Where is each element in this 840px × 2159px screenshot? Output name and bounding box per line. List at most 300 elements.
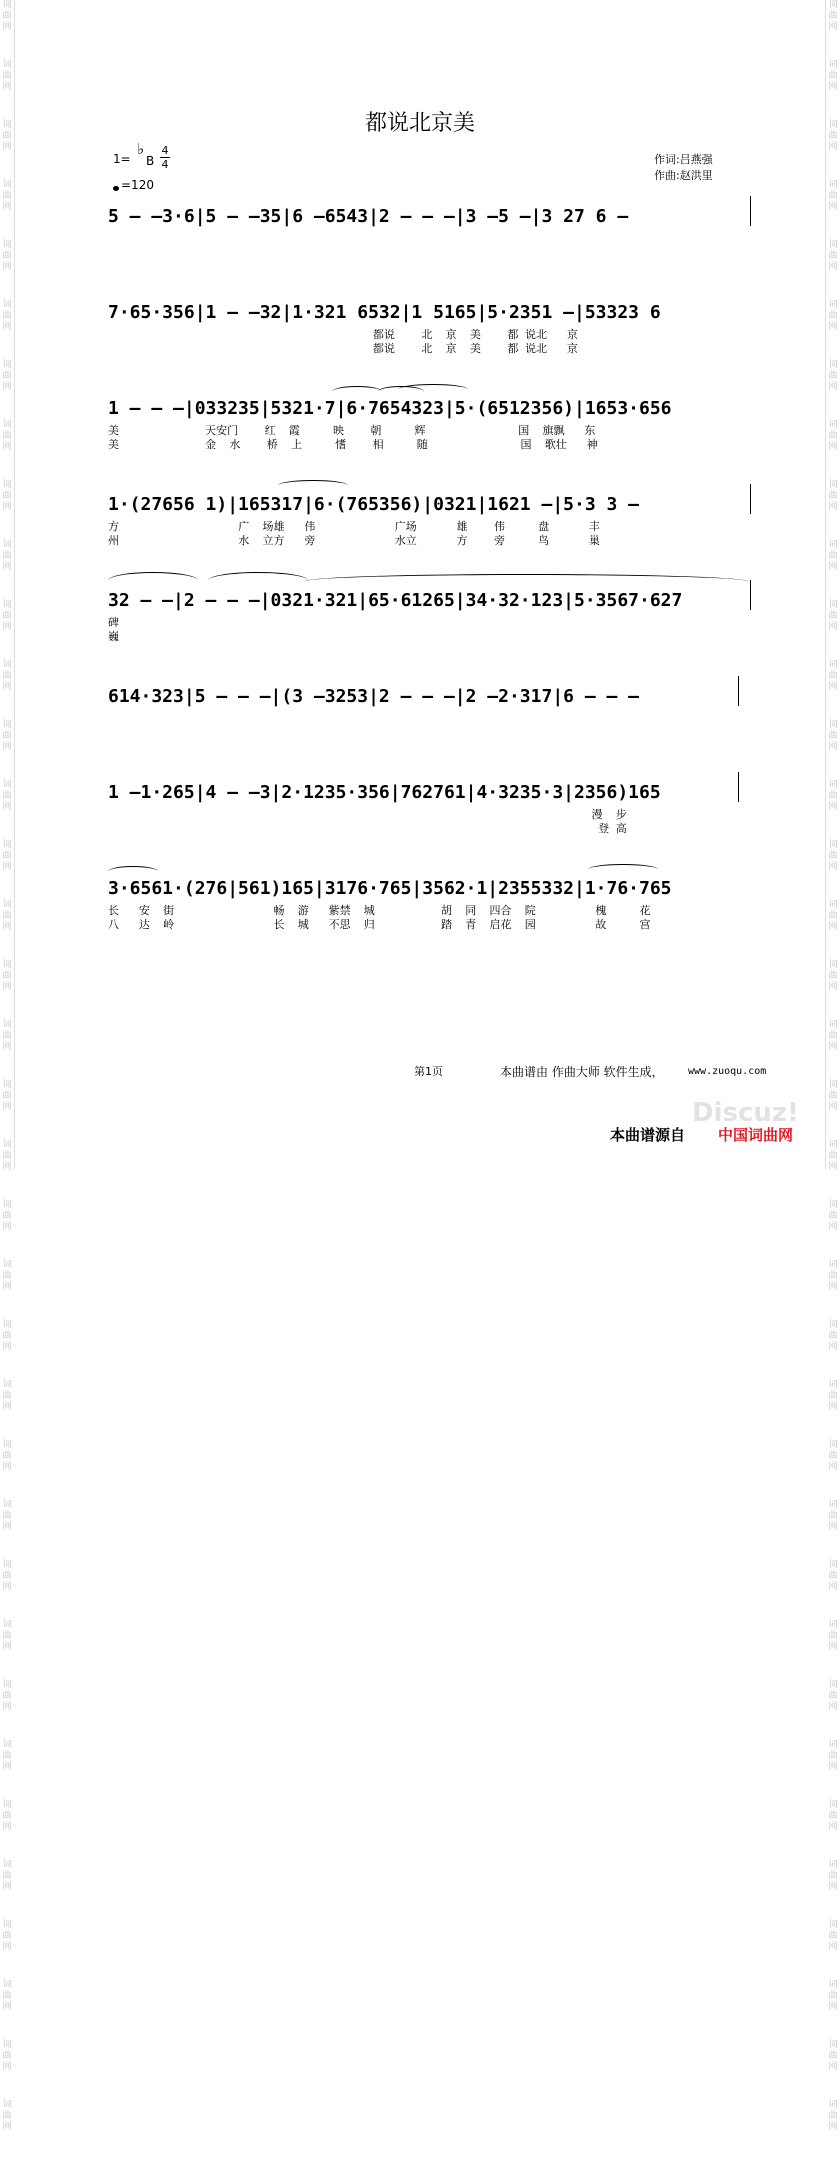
watermark-char: 词 [828,2100,838,2110]
watermark-char: 词 [2,480,12,490]
watermark-char: 网 [2,1402,12,1412]
watermark-gap [826,2073,840,2099]
watermark-char: 曲 [2,1211,12,1221]
watermark-gap [0,873,14,899]
watermark-gap [0,1173,14,1199]
watermark-gap [0,693,14,719]
watermark-gap [0,2073,14,2099]
watermark-gap [826,1353,840,1379]
lyrics-verse-2: 美 金 水 桥 上 愭 相 随 国 歌壮 神 [108,438,598,451]
watermark-char: 曲 [2,1631,12,1641]
watermark-char: 曲 [2,1391,12,1401]
watermark-gap [0,1533,14,1559]
watermark-char: 曲 [828,371,838,381]
watermark-char: 曲 [2,1151,12,1161]
watermark-char: 词 [828,1440,838,1450]
watermark-gap [826,1113,840,1139]
watermark-char: 曲 [828,2051,838,2061]
watermark-char: 网 [2,1102,12,1112]
watermark-char: 网 [828,142,838,152]
watermark-gap [0,513,14,539]
watermark-char: 词 [828,1320,838,1330]
flat-sign: ♭ [137,140,145,158]
watermark-gap [826,1833,840,1859]
watermark-char: 网 [828,1102,838,1112]
watermark-char: 词 [2,1080,12,1090]
watermark-char: 网 [2,382,12,392]
lyrics-verse-2: 巍 [108,630,119,643]
watermark-gap [0,213,14,239]
watermark-char: 网 [828,262,838,272]
watermark-char: 曲 [828,1751,838,1761]
watermark-char: 网 [828,322,838,332]
watermark-char: 曲 [828,791,838,801]
watermark-char: 网 [828,802,838,812]
watermark-gap [826,1653,840,1679]
lyrics-verse-1: 方 广 场雄 伟 广场 雄 伟 盘 丰 [108,520,600,533]
watermark-gap [0,753,14,779]
watermark-char: 词 [828,1740,838,1750]
watermark-char: 词 [828,1860,838,1870]
watermark-char: 词 [2,2100,12,2110]
watermark-char: 网 [2,82,12,92]
watermark-char: 曲 [828,431,838,441]
watermark-gap [826,933,840,959]
slur [398,384,468,395]
watermark-char: 曲 [828,131,838,141]
watermark-gap [0,153,14,179]
notation-line: 1 – – –|033235|5321·7|6·7654323|5·(6512356)|1653·656 [108,398,672,419]
watermark-char: 曲 [2,1691,12,1701]
watermark-char: 曲 [828,1571,838,1581]
watermark-char: 曲 [828,1871,838,1881]
watermark-char: 词 [828,0,838,10]
watermark-gap [0,1353,14,1379]
watermark-char: 曲 [2,1811,12,1821]
watermark-char: 词 [828,780,838,790]
right-border-line [825,0,826,1169]
watermark-char: 曲 [2,491,12,501]
watermark-char: 词 [828,1920,838,1930]
watermark-char: 词 [2,960,12,970]
notation-line: 1·(27656 1)|165317|6·(765356)|0321|1621 –|5·3 3 – [108,494,640,515]
watermark-gap [826,1473,840,1499]
watermark-char: 网 [2,2002,12,2012]
watermark-char: 词 [2,600,12,610]
composer-credit: 作曲:赵洪里 [654,169,713,182]
watermark-char: 词 [828,480,838,490]
watermark-char: 曲 [828,1811,838,1821]
barline [738,676,739,706]
watermark-char: 词 [2,840,12,850]
slur [588,864,658,875]
watermark-char: 曲 [828,251,838,261]
watermark-char: 网 [2,982,12,992]
watermark-char: 曲 [828,71,838,81]
watermark-char: 曲 [828,1451,838,1461]
watermark-char: 词 [828,1620,838,1630]
watermark-gap [826,1593,840,1619]
forum-watermark: Discuz! [692,1098,799,1128]
watermark-gap [826,753,840,779]
watermark-char: 曲 [2,1331,12,1341]
watermark-char: 网 [828,682,838,692]
watermark-char: 网 [2,922,12,932]
watermark-gap [826,873,840,899]
watermark-gap [826,273,840,299]
watermark-char: 曲 [828,671,838,681]
watermark-char: 词 [828,900,838,910]
watermark-char: 词 [2,2040,12,2050]
lyrics-verse-2: 州 水 立方 旁 水立 方 旁 鸟 巢 [108,534,600,547]
watermark-char: 词 [828,720,838,730]
watermark-char: 网 [828,382,838,392]
watermark-char: 网 [2,1162,12,1172]
watermark-char: 网 [828,82,838,92]
watermark-char: 词 [2,540,12,550]
watermark-gap [826,153,840,179]
generator-url: www.zuoqu.com [688,1066,767,1077]
watermark-gap [826,2013,840,2039]
watermark-char: 曲 [828,1991,838,2001]
tempo-value: =120 [121,178,154,192]
watermark-char: 词 [2,1800,12,1810]
watermark-char: 词 [828,420,838,430]
time-bottom: 4 [161,158,169,171]
watermark-char: 曲 [2,1751,12,1761]
notation-line: 32 – –|2 – – –|0321·321|65·61265|34·32·123|5·3567·627 [108,590,683,611]
watermark-char: 网 [2,1282,12,1292]
watermark-char: 词 [828,1980,838,1990]
watermark-gap [0,1713,14,1739]
watermark-gap [826,1713,840,1739]
watermark-char: 曲 [828,971,838,981]
watermark-char: 曲 [2,1091,12,1101]
watermark-char: 曲 [828,1691,838,1701]
watermark-char: 词 [828,1800,838,1810]
watermark-char: 网 [2,1822,12,1832]
watermark-gap [826,393,840,419]
watermark-char: 词 [828,240,838,250]
key-prefix: 1= [113,152,131,166]
key-letter: B [146,154,155,168]
watermark-gap [0,33,14,59]
watermark-char: 词 [828,1020,838,1030]
watermark-char: 词 [828,960,838,970]
watermark-char: 词 [2,1680,12,1690]
watermark-gap [0,993,14,1019]
watermark-char: 词 [828,1680,838,1690]
notation-line: 3·6561·(276|561)165|3176·765|3562·1|2355332|1·76·765 [108,878,672,899]
lyrics-verse-2: 登 高 [108,822,627,835]
watermark-char: 网 [828,502,838,512]
watermark-char: 网 [828,202,838,212]
watermark-char: 词 [2,1620,12,1630]
watermark-char: 曲 [2,2111,12,2121]
watermark-gap [0,933,14,959]
time-signature [160,144,170,171]
watermark-char: 曲 [2,971,12,981]
watermark-char: 词 [2,60,12,70]
watermark-char: 曲 [828,1031,838,1041]
watermark-gap [0,1413,14,1439]
watermark-char: 网 [828,1222,838,1232]
watermark-char: 词 [2,1200,12,1210]
watermark-gap [0,1953,14,1979]
watermark-char: 曲 [2,671,12,681]
watermark-char: 网 [828,1522,838,1532]
watermark-char: 词 [828,300,838,310]
watermark-char: 网 [2,742,12,752]
barline [750,196,751,226]
watermark-gap [826,2133,840,2159]
watermark-gap [0,1773,14,1799]
watermark-gap [826,333,840,359]
notation-line: 5 – –3·6|5 – –35|6 –6543|2 – – –|3 –5 –|3 27 6 – [108,206,629,227]
watermark-char: 网 [2,442,12,452]
watermark-char: 网 [2,1522,12,1532]
watermark-char: 词 [828,1260,838,1270]
watermark-char: 词 [828,360,838,370]
watermark-char: 词 [828,540,838,550]
watermark-char: 曲 [2,611,12,621]
watermark-char: 网 [2,2062,12,2072]
watermark-char: 网 [2,1342,12,1352]
watermark-char: 网 [828,22,838,32]
watermark-char: 词 [2,1020,12,1030]
long-tie [304,574,748,589]
watermark-char: 网 [828,562,838,572]
watermark-gap [0,1893,14,1919]
watermark-char: 网 [828,862,838,872]
watermark-char: 曲 [2,551,12,561]
credits [654,152,713,184]
watermark-char: 词 [2,1260,12,1270]
left-watermark-strip [0,0,14,2132]
watermark-char: 曲 [2,731,12,741]
lyrics-verse-1: 漫 步 [108,808,627,821]
watermark-char: 网 [828,1822,838,1832]
watermark-gap [826,1293,840,1319]
watermark-char: 网 [828,2122,838,2132]
lyrics-verse-1: 美 天安门 红 霞 映 朝 辉 国 旗飘 东 [108,424,596,437]
watermark-char: 词 [2,1500,12,1510]
watermark-char: 网 [2,202,12,212]
watermark-char: 词 [828,1380,838,1390]
watermark-char: 网 [828,1342,838,1352]
watermark-char: 曲 [2,311,12,321]
watermark-char: 曲 [828,1631,838,1641]
watermark-char: 曲 [828,311,838,321]
watermark-gap [826,1953,840,1979]
watermark-gap [826,1053,840,1079]
watermark-gap [826,33,840,59]
watermark-char: 曲 [828,1211,838,1221]
watermark-gap [826,1413,840,1439]
barline [738,772,739,802]
watermark-char: 词 [2,1920,12,1930]
watermark-gap [0,1293,14,1319]
watermark-char: 词 [828,1500,838,1510]
notation-line: 7·65·356|1 – –32|1·321 6532|1 5165|5·2351 –|53323 6 [108,302,661,323]
watermark-char: 词 [2,1740,12,1750]
watermark-char: 曲 [828,911,838,921]
lyrics-verse-2: 八 达 岭 长 城 不思 归 踏 青 启花 园 故 宫 [108,918,651,931]
watermark-char: 网 [2,1702,12,1712]
site-name: 中国词曲网 [718,1126,794,1144]
watermark-char: 词 [2,1380,12,1390]
watermark-char: 网 [2,1042,12,1052]
source-label: 本曲谱源自 [610,1126,686,1144]
slur [108,866,158,877]
watermark-char: 词 [828,840,838,850]
left-border-line [14,0,15,1169]
notation-line: 1 –1·265|4 – –3|2·1235·356|762761|4·3235·3|2356)165 [108,782,661,803]
watermark-char: 曲 [828,731,838,741]
barline [750,484,751,514]
watermark-gap [826,1773,840,1799]
watermark-char: 词 [828,1560,838,1570]
watermark-char: 曲 [828,611,838,621]
notation-line: 614·323|5 – – –|(3 –3253|2 – – –|2 –2·317|6 – – – [108,686,640,707]
watermark-gap [0,813,14,839]
watermark-char: 曲 [828,1511,838,1521]
slur [278,480,348,491]
watermark-gap [0,573,14,599]
watermark-gap [826,1233,840,1259]
watermark-gap [0,1653,14,1679]
watermark-char: 曲 [828,851,838,861]
watermark-char: 词 [2,1140,12,1150]
watermark-char: 网 [828,2002,838,2012]
watermark-char: 曲 [2,1511,12,1521]
watermark-char: 词 [2,780,12,790]
watermark-char: 网 [828,1582,838,1592]
watermark-gap [826,993,840,1019]
watermark-char: 词 [2,420,12,430]
watermark-gap [0,633,14,659]
watermark-char: 曲 [2,131,12,141]
watermark-char: 曲 [2,1271,12,1281]
watermark-char: 网 [2,622,12,632]
watermark-char: 网 [2,22,12,32]
watermark-char: 词 [828,1140,838,1150]
watermark-gap [826,513,840,539]
lyrics-verse-1: 长 安 街 畅 游 紫禁 城 胡 同 四合 院 槐 花 [108,904,651,917]
score-title: 都说北京美 [364,111,475,136]
watermark-gap [0,1113,14,1139]
watermark-char: 网 [828,982,838,992]
watermark-gap [826,633,840,659]
watermark-char: 词 [828,660,838,670]
watermark-char: 词 [2,1320,12,1330]
watermark-char: 网 [828,1762,838,1772]
watermark-char: 曲 [2,1991,12,2001]
watermark-gap [826,813,840,839]
watermark-char: 曲 [2,2051,12,2061]
watermark-gap [826,453,840,479]
watermark-char: 词 [2,720,12,730]
barline [750,580,751,610]
watermark-char: 曲 [828,1931,838,1941]
watermark-char: 曲 [2,851,12,861]
watermark-char: 词 [2,120,12,130]
watermark-char: 词 [828,1200,838,1210]
watermark-char: 网 [2,562,12,572]
watermark-char: 曲 [828,1331,838,1341]
watermark-gap [0,1053,14,1079]
watermark-gap [0,2013,14,2039]
watermark-char: 曲 [2,1571,12,1581]
watermark-char: 网 [828,1882,838,1892]
watermark-char: 网 [828,1282,838,1292]
watermark-char: 曲 [2,1451,12,1461]
watermark-char: 词 [2,360,12,370]
watermark-char: 曲 [2,251,12,261]
lyrics-verse-1: 碑 [108,616,119,629]
watermark-char: 网 [2,1222,12,1232]
watermark-char: 曲 [2,71,12,81]
watermark-char: 网 [2,1582,12,1592]
right-watermark-strip [826,0,840,2132]
generator-credit: 本曲谱由 作曲大师 软件生成， [500,1065,664,1079]
watermark-char: 网 [828,2062,838,2072]
watermark-gap [0,1233,14,1259]
watermark-char: 词 [2,900,12,910]
watermark-char: 网 [2,682,12,692]
slur [332,386,382,397]
watermark-char: 曲 [2,911,12,921]
watermark-char: 网 [828,1462,838,1472]
watermark-gap [0,1593,14,1619]
watermark-char: 网 [2,262,12,272]
watermark-char: 网 [2,1642,12,1652]
watermark-gap [0,453,14,479]
watermark-char: 曲 [2,431,12,441]
watermark-char: 词 [828,120,838,130]
watermark-char: 词 [2,1440,12,1450]
page-number: 第1页 [414,1065,443,1078]
watermark-char: 曲 [2,371,12,381]
watermark-char: 词 [2,240,12,250]
watermark-char: 词 [2,1560,12,1570]
watermark-char: 词 [2,180,12,190]
watermark-char: 词 [828,1080,838,1090]
watermark-char: 曲 [2,1031,12,1041]
slur [108,572,198,589]
watermark-char: 曲 [828,2111,838,2121]
watermark-char: 网 [2,802,12,812]
watermark-char: 曲 [2,1931,12,1941]
watermark-char: 网 [828,1642,838,1652]
quarter-note-icon [113,186,119,191]
watermark-char: 网 [2,2122,12,2132]
watermark-char: 曲 [828,1091,838,1101]
watermark-char: 曲 [2,791,12,801]
watermark-char: 曲 [828,1391,838,1401]
watermark-gap [826,693,840,719]
watermark-char: 网 [828,442,838,452]
watermark-char: 曲 [828,1271,838,1281]
watermark-char: 网 [2,502,12,512]
watermark-char: 词 [2,1860,12,1870]
watermark-char: 曲 [828,11,838,21]
watermark-char: 网 [2,1762,12,1772]
watermark-char: 网 [2,322,12,332]
watermark-char: 词 [828,2040,838,2050]
watermark-char: 词 [828,60,838,70]
watermark-char: 网 [828,1042,838,1052]
